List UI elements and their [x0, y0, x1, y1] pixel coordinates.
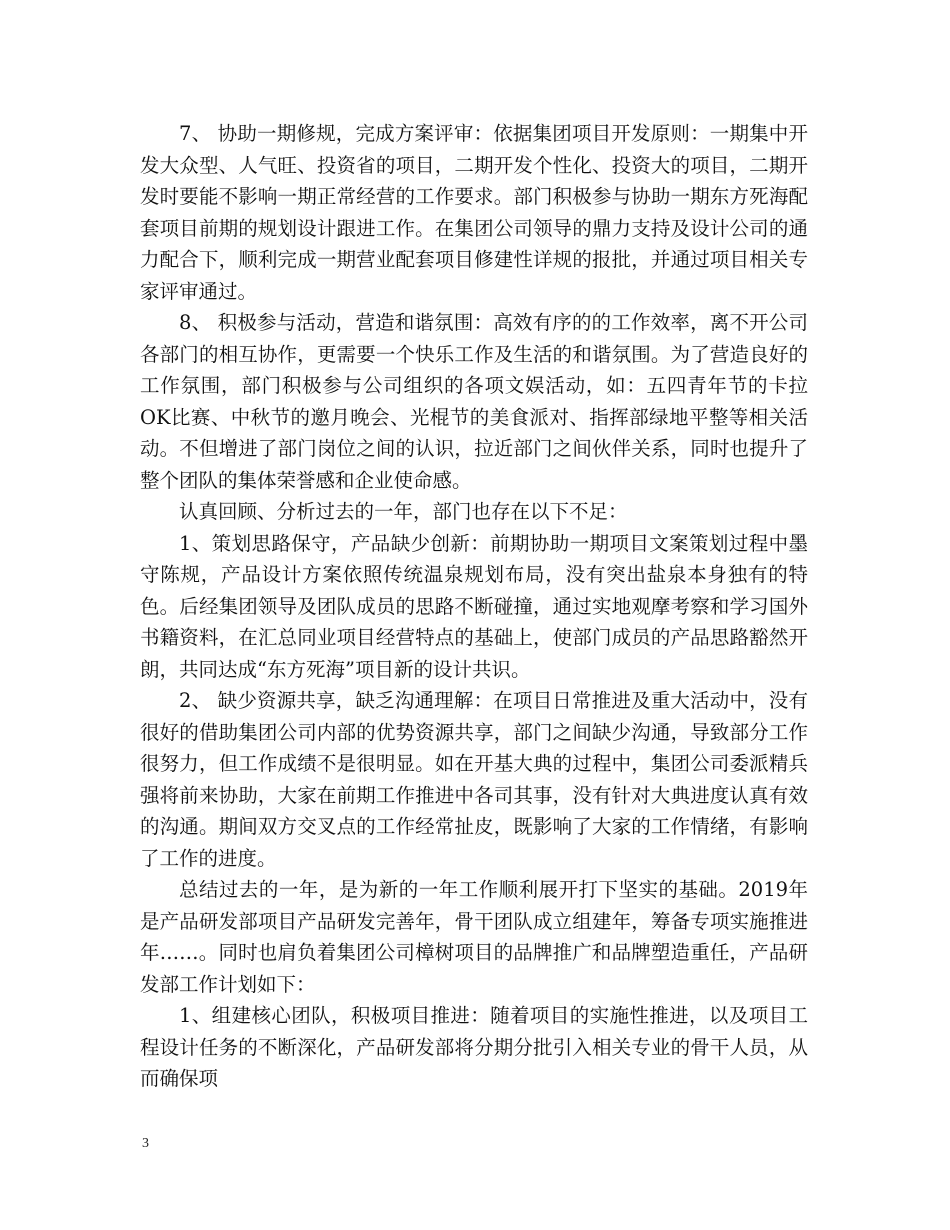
paragraph-shortcomings-intro: 认真回顾、分析过去的一年，部门也存在以下不足：: [179, 500, 628, 523]
paragraph-shortcoming-1: 1、策划思路保守，产品缺少创新：前期协助一期项目文案策划过程中墨守陈规，产品设计方案依照传统温泉规划布局，没有突出盐泉本身独有的特色。后经集团领导及团队成员的思路不断碰撞，通过实地观摩考察和学习国外书籍资料，在汇总同业项目经营特点的基础上，使部门成员的产品思路豁然开朗，共同达成“东方死海”项目新的设计共识。: [140, 531, 808, 681]
page-number: 3: [142, 1136, 149, 1151]
document-body: [140, 118, 808, 1095]
paragraph-item-8: 8、 积极参与活动，营造和谐氛围：高效有序的的工作效率，离不开公司各部门的相互协作，更需要一个快乐工作及生活的和谐氛围。为了营造良好的工作氛围，部门积极参与公司组织的各项文娱活动，如：五四青年节的卡拉OK比赛、中秋节的邀月晚会、光棍节的美食派对、指挥部绿地平整等相关活动。不但增进了部门岗位之间的认识，拉近部门之间伙伴关系，同时也提升了整个团队的集体荣誉感和企业使命感。: [140, 311, 808, 492]
paragraph-plan-1: 1、组建核心团队，积极项目推进：随着项目的实施性推进，以及项目工程设计任务的不断深化，产品研发部将分期分批引入相关专业的骨干人员，从而确保项: [140, 1004, 808, 1090]
paragraph-shortcoming-2: 2、 缺少资源共享，缺乏沟通理解：在项目日常推进及重大活动中，没有很好的借助集团公司内部的优势资源共享，部门之间缺少沟通，导致部分工作很努力，但工作成绩不是很明显。如在开基大典的过程中，集团公司委派精兵强将前来协助，大家在前期工作推进中各司其事，没有针对大典进度认真有效的沟通。期间双方交叉点的工作经常扯皮，既影响了大家的工作情绪，有影响了工作的进度。: [140, 689, 808, 870]
paragraph-summary: 总结过去的一年，是为新的一年工作顺利展开打下坚实的基础。2019年是产品研发部项目产品研发完善年，骨干团队成立组建年，筹备专项实施推进年……。同时也肩负着集团公司樟树项目的品牌推广和品牌塑造重任，产品研发部工作计划如下：: [140, 878, 808, 996]
paragraph-item-7: 7、 协助一期修规，完成方案评审：依据集团项目开发原则：一期集中开发大众型、人气旺、投资省的项目，二期开发个性化、投资大的项目，二期开发时要能不影响一期正常经营的工作要求。部门积极参与协助一期东方死海配套项目前期的规划设计跟进工作。在集团公司领导的鼎力支持及设计公司的通力配合下，顺利完成一期营业配套项目修建性详规的报批，并通过项目相关专家评审通过。: [140, 122, 808, 303]
